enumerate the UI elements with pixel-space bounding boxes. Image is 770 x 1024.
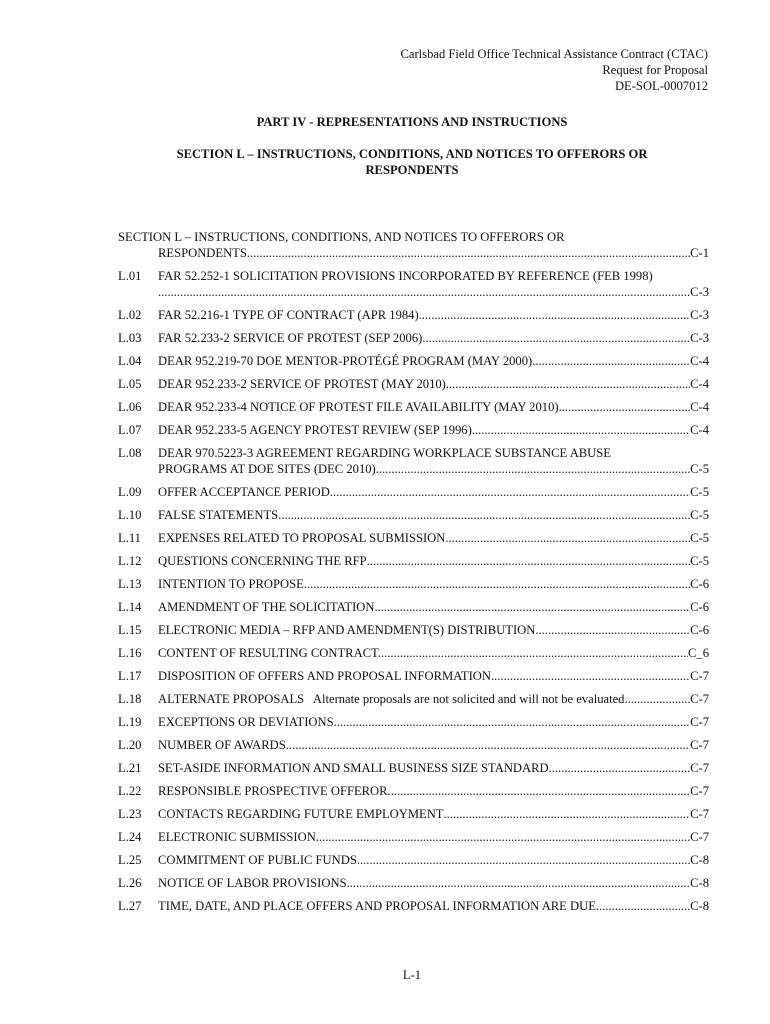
header-contract-title: Carlsbad Field Office Technical Assistance Contract (CTAC): [400, 47, 708, 61]
toc-entry-title: DEAR 952.233-5 AGENCY PROTEST REVIEW (SEP 1996): [158, 423, 472, 437]
header-solicitation-number: DE-SOL-0007012: [614, 79, 708, 93]
toc-entry-l19[interactable]: [118, 714, 709, 730]
toc-leader-dots: [319, 829, 690, 845]
toc-entry-title: QUESTIONS CONCERNING THE RFP: [158, 554, 367, 568]
toc-entry-number: L.09: [118, 485, 142, 499]
toc-entry-page: C_6: [688, 646, 709, 660]
toc-entry-title: ELECTRONIC MEDIA – RFP AND AMENDMENT(S) DISTRIBUTION: [158, 623, 536, 637]
toc-entry-number: L.18: [118, 692, 142, 706]
toc-entry-number: L.26: [118, 876, 142, 890]
toc-entry-l03[interactable]: [118, 330, 709, 346]
toc-entry-title: OFFER ACCEPTANCE PERIOD: [158, 485, 330, 499]
toc-entry-number: L.02: [118, 308, 142, 322]
toc-leader-dots: [549, 760, 691, 776]
toc-entry-number: L.08: [118, 446, 142, 460]
toc-entry-l06[interactable]: [118, 399, 709, 415]
toc-entry-l04[interactable]: [118, 353, 709, 369]
toc-leader-dots: [449, 530, 691, 546]
toc-leader-dots: [444, 806, 691, 822]
toc-entry-number: L.20: [118, 738, 142, 752]
toc-leader-dots: [376, 461, 690, 477]
toc-entry-page: C-5: [690, 531, 709, 545]
toc-entry-l14[interactable]: [118, 599, 709, 615]
toc-leader-dots: [247, 245, 690, 261]
toc-entry-number: L.23: [118, 807, 142, 821]
toc-entry-page: C-4: [690, 423, 709, 437]
toc-leader-dots: [281, 507, 690, 523]
toc-leader-dots: [596, 898, 690, 914]
toc-entry-title: FAR 52.216-1 TYPE OF CONTRACT (APR 1984): [158, 308, 419, 322]
toc-leader-dots: [304, 576, 690, 592]
toc-entry-page: C-7: [690, 738, 709, 752]
document-header: [400, 46, 708, 94]
toc-entry-number: L.14: [118, 600, 142, 614]
toc-entry-title: EXCEPTIONS OR DEVIATIONS: [158, 715, 334, 729]
toc-entry-title: NOTICE OF LABOR PROVISIONS: [158, 876, 347, 890]
toc-entry-title: FALSE STATEMENTS.: [158, 508, 282, 522]
header-document-type: Request for Proposal: [602, 63, 708, 77]
toc-entry-title: DEAR 952.219-70 DOE MENTOR-PROTÉGÉ PROGRAM (MAY 2000): [158, 354, 533, 368]
section-title-line-2: RESPONDENTS: [365, 163, 459, 177]
toc-entry-number: L.16: [118, 646, 142, 660]
toc-leader-dots: [446, 376, 690, 392]
toc-entry-number: L.13: [118, 577, 142, 591]
toc-entry-page: C-7: [690, 715, 709, 729]
toc-entry-title-line-1: DEAR 970.5223-3 AGREEMENT REGARDING WORKPLACE SUBSTANCE ABUSE: [158, 446, 611, 460]
toc-entry-number: L.12: [118, 554, 142, 568]
toc-entry-title: NUMBER OF AWARDS.: [158, 738, 289, 752]
toc-entry-l02[interactable]: [118, 307, 709, 323]
toc-entry-l26[interactable]: [118, 875, 709, 891]
toc-entry-l16[interactable]: [118, 645, 709, 661]
toc-leader-dots: [378, 599, 691, 615]
toc-leader-dots: [381, 645, 688, 661]
toc-entry-page: C-5: [690, 554, 709, 568]
toc-entry-number: L.04: [118, 354, 142, 368]
toc-leader-dots: [535, 622, 690, 638]
toc-entry-number: L.15: [118, 623, 142, 637]
page-number: L-1: [402, 968, 422, 982]
toc-entry-section-l[interactable]: [118, 229, 709, 261]
toc-entry-l23[interactable]: [118, 806, 709, 822]
toc-entry-page: C-8: [690, 899, 709, 913]
toc-entry-number: L.24: [118, 830, 142, 844]
toc-entry-l15[interactable]: [118, 622, 709, 638]
toc-entry-page: C-8: [690, 876, 709, 890]
toc-entry-title: COMMITMENT OF PUBLIC FUNDS: [158, 853, 357, 867]
toc-entry-number: L.22: [118, 784, 142, 798]
toc-entry-page: C-6: [690, 600, 709, 614]
toc-leader-dots: [347, 875, 691, 891]
toc-entry-page: C-5: [690, 462, 709, 476]
toc-entry-l22[interactable]: [118, 783, 709, 799]
toc-entry-page: C-1: [690, 246, 709, 260]
toc-entry-l18[interactable]: [118, 691, 709, 707]
toc-entry-title-line-2: RESPONDENTS: [158, 246, 247, 260]
toc-entry-number: L.19: [118, 715, 142, 729]
toc-entry-number: L.25: [118, 853, 142, 867]
toc-entry-title-line-2: PROGRAMS AT DOE SITES (DEC 2010): [158, 462, 376, 476]
toc-leader-dots: [494, 668, 690, 684]
toc-entry-page: C-5: [690, 508, 709, 522]
toc-entry-page: C-3: [690, 285, 709, 299]
toc-entry-page: C-6: [690, 623, 709, 637]
toc-leader-dots: [289, 737, 690, 753]
toc-entry-title: SET-ASIDE INFORMATION AND SMALL BUSINESS SIZE STANDARD: [158, 761, 549, 775]
table-of-contents: [118, 229, 709, 921]
toc-leader-dots: [158, 284, 690, 300]
toc-entry-title: ELECTRONIC SUBMISSION.: [158, 830, 319, 844]
toc-leader-dots: [330, 484, 690, 500]
toc-entry-l24[interactable]: [118, 829, 709, 845]
toc-entry-l17[interactable]: [118, 668, 709, 684]
toc-leader-dots: [419, 307, 690, 323]
toc-entry-page: C-7: [690, 807, 709, 821]
toc-entry-l11[interactable]: [118, 530, 709, 546]
section-title-line-1: SECTION L – INSTRUCTIONS, CONDITIONS, AND NOTICES TO OFFERORS OR: [176, 147, 648, 161]
toc-entry-title: DISPOSITION OF OFFERS AND PROPOSAL INFORMATION.: [158, 669, 495, 683]
toc-leader-dots: [472, 422, 690, 438]
toc-entry-l01[interactable]: [118, 268, 709, 300]
toc-entry-number: L.21: [118, 761, 142, 775]
toc-entry-number: L.01: [118, 269, 142, 283]
toc-entry-page: C-3: [690, 331, 709, 345]
toc-entry-title: INTENTION TO PROPOSE: [158, 577, 304, 591]
toc-entry-l05[interactable]: [118, 376, 709, 392]
toc-leader-dots: [357, 852, 690, 868]
toc-entry-title: FAR 52.233-2 SERVICE OF PROTEST (SEP 2006): [158, 331, 423, 345]
toc-entry-l20[interactable]: [118, 737, 709, 753]
part-title: PART IV - REPRESENTATIONS AND INSTRUCTIONS: [256, 115, 568, 129]
section-title: [0, 146, 770, 178]
toc-entry-page: C-7: [690, 830, 709, 844]
toc-entry-title: CONTENT OF RESULTING CONTRACT.: [158, 646, 381, 660]
toc-entry-title: DEAR 952.233-4 NOTICE OF PROTEST FILE AVAILABILITY (MAY 2010): [158, 400, 559, 414]
toc-entry-page: C-8: [690, 853, 709, 867]
toc-entry-number: L.27: [118, 899, 142, 913]
toc-leader-dots: [388, 783, 691, 799]
toc-entry-title-line-1: SECTION L – INSTRUCTIONS, CONDITIONS, AND NOTICES TO OFFERORS OR: [118, 230, 565, 244]
toc-entry-title: RESPONSIBLE PROSPECTIVE OFFEROR: [158, 784, 388, 798]
toc-entry-l13[interactable]: [118, 576, 709, 592]
toc-entry-l10[interactable]: [118, 507, 709, 523]
toc-entry-number: L.06: [118, 400, 142, 414]
toc-entry-title: FAR 52.252-1 SOLICITATION PROVISIONS INCORPORATED BY REFERENCE (FEB 1998): [158, 269, 653, 283]
toc-entry-l25[interactable]: [118, 852, 709, 868]
toc-entry-page: C-7: [690, 692, 709, 706]
toc-entry-l07[interactable]: [118, 422, 709, 438]
toc-entry-page: C-4: [690, 377, 709, 391]
toc-entry-title: AMENDMENT OF THE SOLICITATION.: [158, 600, 378, 614]
toc-entry-number: L.05: [118, 377, 142, 391]
toc-entry-title: TIME, DATE, AND PLACE OFFERS AND PROPOSAL INFORMATION ARE DUE: [158, 899, 596, 913]
toc-entry-title: DEAR 952.233-2 SERVICE OF PROTEST (MAY 2010): [158, 377, 446, 391]
toc-entry-page: C-4: [690, 354, 709, 368]
toc-entry-page: C-7: [690, 761, 709, 775]
toc-entry-number: L.07: [118, 423, 142, 437]
toc-leader-dots: [334, 714, 690, 730]
toc-leader-dots: [559, 399, 691, 415]
toc-entry-page: C-7: [690, 669, 709, 683]
toc-leader-dots: [367, 553, 690, 569]
toc-entry-l12[interactable]: [118, 553, 709, 569]
toc-entry-l09[interactable]: [118, 484, 709, 500]
toc-entry-title: EXPENSES RELATED TO PROPOSAL SUBMISSION.: [158, 531, 449, 545]
toc-entry-page: C-5: [690, 485, 709, 499]
toc-entry-number: L.10: [118, 508, 142, 522]
toc-entry-number: L.11: [118, 531, 141, 545]
toc-entry-l08[interactable]: [118, 445, 709, 477]
toc-entry-number: L.17: [118, 669, 142, 683]
toc-entry-page: C-6: [690, 577, 709, 591]
toc-entry-l21[interactable]: [118, 760, 709, 776]
toc-leader-dots: [532, 353, 690, 369]
toc-entry-number: L.03: [118, 331, 142, 345]
toc-entry-page: C-3: [690, 308, 709, 322]
toc-entry-page: C-7: [690, 784, 709, 798]
toc-leader-dots: [628, 691, 690, 707]
toc-entry-l27[interactable]: [118, 898, 709, 914]
toc-leader-dots: [422, 330, 690, 346]
toc-entry-title: CONTACTS REGARDING FUTURE EMPLOYMENT: [158, 807, 444, 821]
toc-entry-title: ALTERNATE PROPOSALS Alternate proposals are not solicited and will not be evaluated.: [158, 692, 628, 706]
toc-entry-page: C-4: [690, 400, 709, 414]
